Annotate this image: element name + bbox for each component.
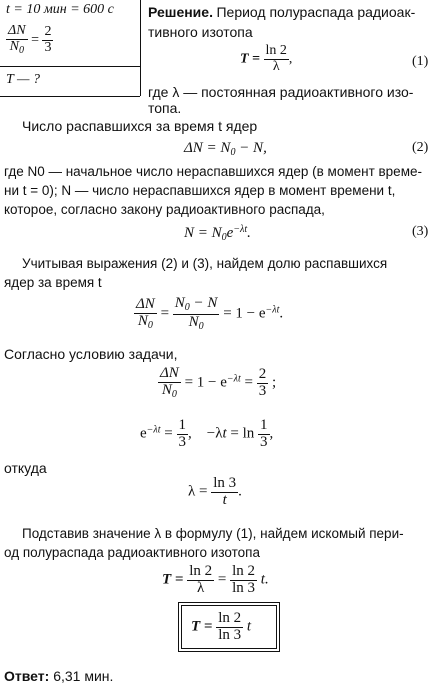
given-ratio: $\frac{\Delta N}{N_0}$ = $\frac{2}{3}$ bbox=[8, 23, 52, 56]
condition-text: Согласно условию задачи, bbox=[4, 346, 178, 362]
answer-value: 6,31 мин. bbox=[53, 668, 114, 684]
boxed-formula: T = $\frac{\ln 2}{\ln 3}$ t bbox=[191, 610, 252, 643]
formula-8: T = $\frac{\ln 2}{\lambda}$ = $\frac{\ln 2}{\ln 3}$ t. bbox=[162, 563, 269, 596]
find-text: T — ? bbox=[6, 72, 40, 87]
substitute-text-1: Подставив значение λ в формулу (1), найдем искомый пери- bbox=[22, 526, 404, 541]
lambda-text-1: где λ — постоянная радиоактивного изо- bbox=[148, 84, 414, 100]
decayed-text: Число распавшихся за время t ядер bbox=[22, 118, 258, 134]
formula-6: $e^{-\lambda t}$ = $\frac{1}{3}$ , −λt = ln $\frac{1}{3}$ , bbox=[140, 417, 274, 450]
where-text-3: которое, согласно закону радиоактивного распада, bbox=[4, 202, 325, 217]
boxed-result bbox=[178, 602, 280, 652]
formula-2: $\Delta N = N_0 - N$, bbox=[184, 140, 267, 158]
given-bottom-line bbox=[0, 96, 140, 97]
solution-intro-1: Решение. Период полураспада радиоак- bbox=[148, 4, 416, 20]
given-vertical-line bbox=[140, 0, 141, 96]
whence-text: откуда bbox=[4, 460, 47, 476]
formula-4: $\frac{\Delta N}{N_0}$ = $\frac{N_0 - N}{N_0}$ = $1 - e^{-\lambda t}$. bbox=[136, 295, 284, 332]
formula-2-number: (2) bbox=[412, 140, 429, 155]
formula-7: λ = $\frac{\ln 3}{t}$ . bbox=[188, 475, 242, 508]
formula-3: $N = N_0e^{-\lambda t}$. bbox=[184, 224, 251, 243]
solution-intro-2: тивного изотопа bbox=[148, 24, 253, 40]
solution-heading: Решение. bbox=[148, 4, 213, 20]
answer-label: Ответ: bbox=[4, 668, 50, 684]
given-time: t = 10 мин = 600 с bbox=[6, 2, 114, 17]
where-text-2: ни t = 0); N — число нераспавшихся ядер в момент времени t, bbox=[4, 183, 396, 198]
formula-1: T = $\frac{\ln 2}{\lambda}$ , bbox=[240, 43, 293, 74]
given-divider bbox=[0, 66, 140, 67]
formula-5: $\frac{\Delta N}{N_0}$ = $1 - e^{-\lambda t}$ = $\frac{2}{3}$ ; bbox=[160, 365, 277, 400]
formula-1-number: (1) bbox=[412, 54, 429, 69]
substitute-text-2: од полураспада радиоактивного изотопа bbox=[4, 545, 260, 560]
lambda-text-2: топа. bbox=[148, 100, 182, 116]
where-text-1: где N0 — начальное число нераспавшихся ядер (в момент време- bbox=[4, 164, 422, 179]
using-text-2: ядер за время t bbox=[4, 275, 102, 290]
formula-3-number: (3) bbox=[412, 224, 429, 239]
using-text-1: Учитывая выражения (2) и (3), найдем долю распавшихся bbox=[22, 256, 388, 271]
answer bbox=[4, 668, 113, 684]
